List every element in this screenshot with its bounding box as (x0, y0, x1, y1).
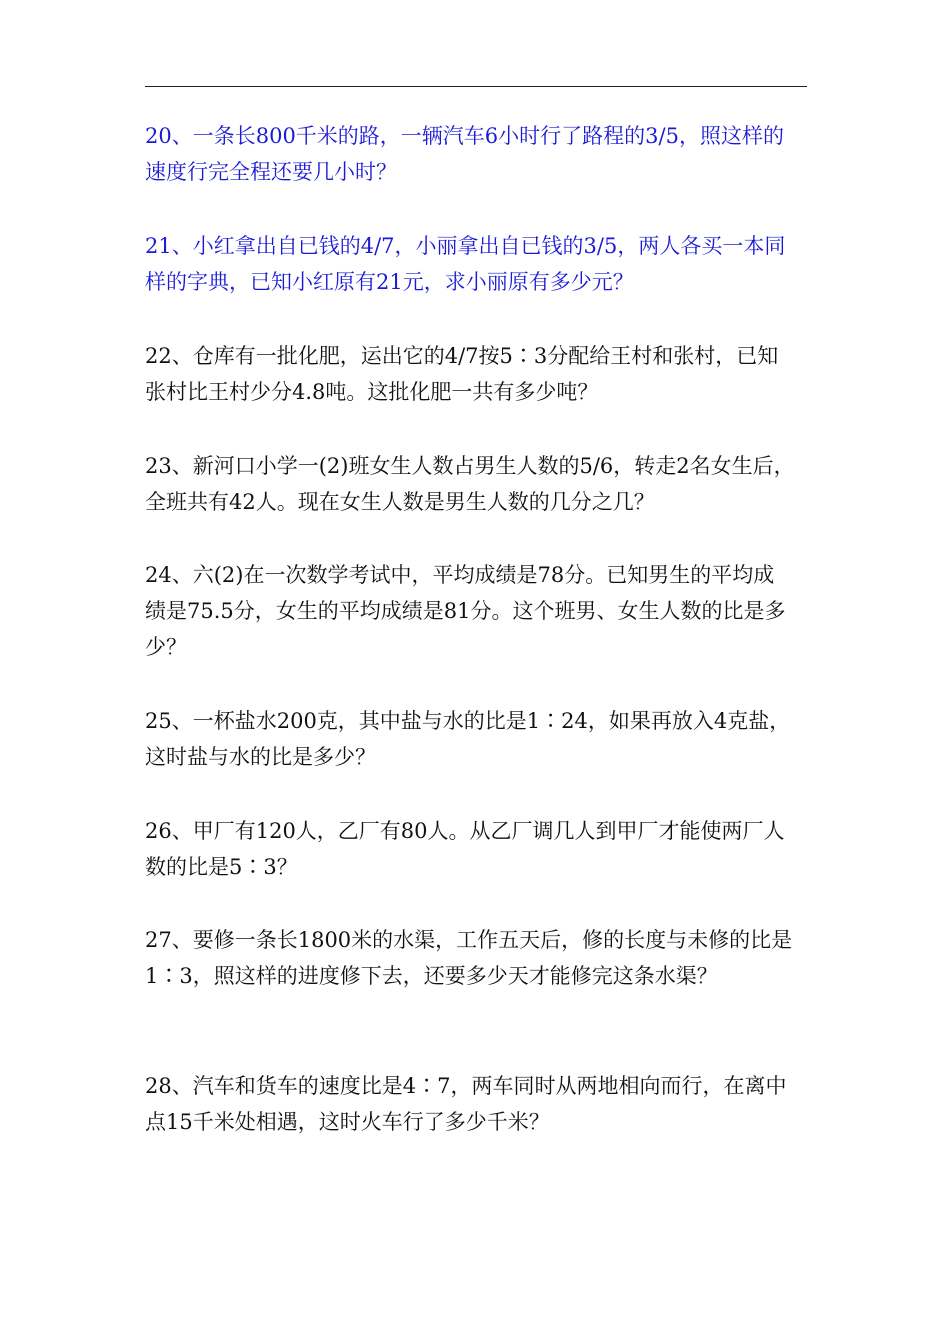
problem-line: 点15千米处相遇，这时火车行了多少千米？ (145, 1110, 550, 1134)
problem-line: 23、新河口小学一(2)班女生人数占男生人数的5/6，转走2名女生后， (145, 454, 795, 478)
problem-line: 24、六(2)在一次数学考试中，平均成绩是78分。已知男生的平均成 (145, 563, 775, 587)
problem-26 (145, 813, 810, 885)
problem-line: 少？ (145, 635, 187, 659)
problem-23 (145, 448, 810, 520)
header-rule (145, 86, 807, 87)
problem-line: 22、仓库有一批化肥，运出它的4/7按5∶3分配给王村和张村，已知 (145, 344, 779, 368)
problem-line: 26、甲厂有120人，乙厂有80人。从乙厂调几人到甲厂才能使两厂人 (145, 819, 785, 843)
problem-20 (145, 118, 810, 190)
problem-line: 数的比是5∶3？ (145, 855, 298, 879)
problem-line: 张村比王村少分4.8吨。这批化肥一共有多少吨？ (145, 380, 599, 404)
problem-line: 绩是75.5分，女生的平均成绩是81分。这个班男、女生人数的比是多 (145, 599, 786, 623)
problem-21 (145, 228, 810, 300)
problem-22 (145, 338, 810, 410)
problem-line: 速度行完全程还要几小时？ (145, 160, 397, 184)
problem-25 (145, 703, 810, 775)
problem-27 (145, 922, 810, 994)
problem-28 (145, 1068, 810, 1140)
problem-line: 这时盐与水的比是多少？ (145, 745, 376, 769)
problem-line: 28、汽车和货车的速度比是4∶7，两车同时从两地相向而行，在离中 (145, 1074, 787, 1098)
problem-line: 20、一条长800千米的路，一辆汽车6小时行了路程的3/5，照这样的 (145, 124, 784, 148)
problem-24 (145, 557, 810, 665)
problem-line: 27、要修一条长1800米的水渠，工作五天后，修的长度与未修的比是 (145, 928, 793, 952)
problem-line: 样的字典，已知小红原有21元，求小丽原有多少元？ (145, 270, 634, 294)
problem-line: 1∶3，照这样的进度修下去，还要多少天才能修完这条水渠？ (145, 964, 718, 988)
problem-line: 21、小红拿出自已钱的4/7，小丽拿出自已钱的3/5，两人各买一本同 (145, 234, 786, 258)
problem-line: 25、一杯盐水200克，其中盐与水的比是1∶24，如果再放入4克盐， (145, 709, 791, 733)
problem-line: 全班共有42人。现在女生人数是男生人数的几分之几？ (145, 490, 655, 514)
